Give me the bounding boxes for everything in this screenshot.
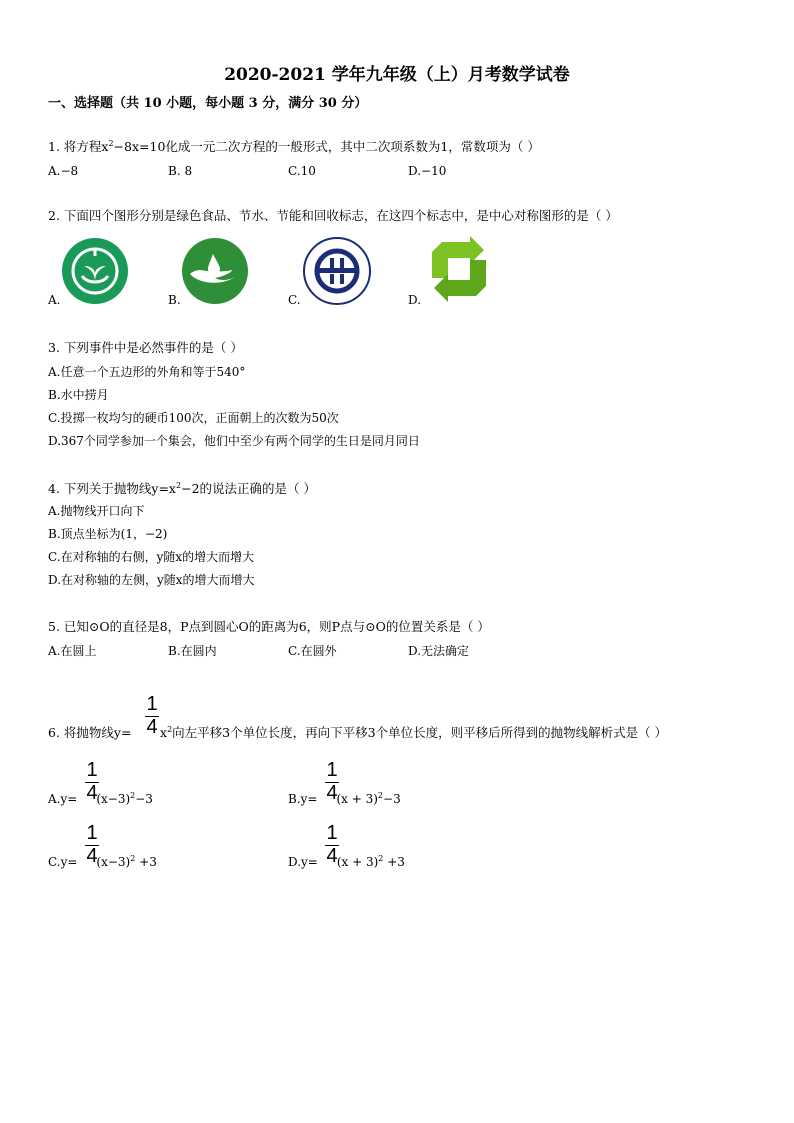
green-food-logo-icon [60,236,130,306]
q5-option-c: C.在圆外 [288,644,337,658]
q6-option-a [48,791,153,807]
q6-text-post: 向左平移3个单位长度，再向下平移3个单位长度，则平移后所得到的抛物线解析式是（ ） [172,725,668,740]
q6-a-fraction-numerator: 1 [86,759,98,781]
q5-option-d: D.无法确定 [408,644,470,658]
question-2: 2. 下面四个图形分别是绿色食品、节水、节能和回收标志，在这四个标志中，是中心对称图形的是（ ） [48,208,618,223]
q6-c-label: C.y= [48,855,78,869]
q1-exponent: 2 [108,138,114,148]
q6-b-fraction-numerator: 1 [326,759,338,781]
q4-option-c: C.在对称轴的右侧，y随x的增大而增大 [48,550,255,564]
q6-d-exponent: 2 [378,854,384,863]
q1-text-pre: 1. 将方程x [48,139,109,154]
question-1 [48,139,540,155]
q1-option-b: B. 8 [168,164,193,178]
q6-exponent: 2 [167,724,173,734]
page-title: 2020-2021 学年九年级（上）月考数学试卷 [224,65,570,85]
q6-c-tail: +3 [135,855,157,869]
q6-text-post-group [160,725,667,741]
q6-d-expr: (x + 3) [336,855,379,869]
q4-option-b: B.顶点坐标为(1，−2) [48,527,168,541]
q2-option-a: A. [48,293,61,307]
q1-option-a: A.−8 [48,164,79,178]
q3-option-a: A.任意一个五边形的外角和等于540° [48,365,246,379]
q2-option-d: D. [408,293,422,307]
q6-b-tail: −3 [383,792,401,806]
q6-d-label: D.y= [288,855,318,869]
q6-d-fraction-denominator: 4 [326,845,338,867]
q6-option-b [288,791,401,807]
q2-option-b: B. [168,293,181,307]
q3-option-d: D.367个同学参加一个集会，他们中至少有两个同学的生日是同月同日 [48,434,420,448]
question-3: 3. 下列事件中是必然事件的是（ ） [48,340,243,355]
q6-c-fraction-denominator: 4 [86,845,98,867]
q6-c-fraction-numerator: 1 [86,822,98,844]
q5-option-b: B.在圆内 [168,644,217,658]
q6-fraction-numerator: 1 [146,693,158,715]
q6-b-label: B.y= [288,792,318,806]
question-4 [48,481,316,497]
q6-a-fraction-denominator: 4 [86,782,98,804]
q6-b-expr: (x + 3) [336,792,378,806]
q6-a-tail: −3 [135,792,153,806]
q6-b-exponent: 2 [377,791,384,800]
q6-text-pre: 6. 将抛物线y= [48,725,132,740]
energy-saving-logo-icon [302,236,372,306]
q4-option-a: A.抛物线开口向下 [48,504,145,518]
q3-option-b: B.水中捞月 [48,388,109,402]
q6-a-expr: (x−3) [96,792,131,806]
q6-fraction-denominator: 4 [146,716,158,738]
q6-d-fraction-numerator: 1 [326,822,338,844]
q4-text-pre: 4. 下列关于抛物线y=x [48,481,176,496]
q6-b-fraction-denominator: 4 [326,782,338,804]
question-5: 5. 已知⊙O的直径是8，P点到圆心O的距离为6，则P点与⊙O的位置关系是（ ） [48,619,490,634]
q1-option-c: C.10 [288,164,316,178]
q4-exponent: 2 [176,480,182,490]
q1-text-post: −8x=10化成一元二次方程的一般形式，其中二次项系数为1，常数项为（ ） [113,139,540,154]
q6-option-d [288,854,405,870]
section-heading: 一、选择题（共 10 小题，每小题 3 分，满分 30 分） [48,96,368,111]
q6-option-c [48,854,157,870]
q1-option-d: D.−10 [408,164,447,178]
q6-a-exponent: 2 [130,791,136,800]
q6-a-label: A.y= [48,792,78,806]
q2-option-c: C. [288,293,301,307]
q6-d-tail: +3 [383,855,405,869]
recycle-logo-icon [424,234,494,304]
q5-option-a: A.在圆上 [48,644,97,658]
q4-option-d: D.在对称轴的左侧，y随x的增大而增大 [48,573,255,587]
q6-c-expr: (x−3) [96,855,131,869]
q6-variable-x: x [160,725,168,740]
q6-c-exponent: 2 [130,854,136,863]
q4-text-post: −2的说法正确的是（ ） [181,481,316,496]
q3-option-c: C.投掷一枚均匀的硬币100次，正面朝上的次数为50次 [48,411,339,425]
water-saving-logo-icon [180,236,250,306]
